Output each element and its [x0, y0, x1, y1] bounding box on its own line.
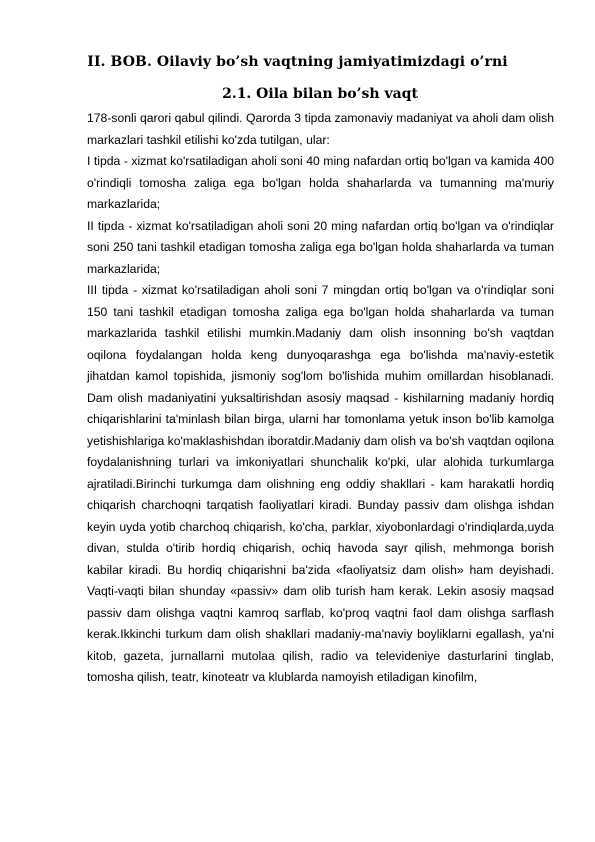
- paragraph: I tipda - xizmat ko'rsatiladigan aholi soni 40 ming nafardan ortiq bo'lgan va kamida 400 o'rindiqli tomosha zaliga ega bo'lgan holda shaharlarda va tumanning ma'muriy markazlarida;: [87, 154, 554, 211]
- paragraph: III tipda - xizmat ko'rsatiladigan aholi soni 7 mingdan ortiq bo'lgan va o'rindiqlar soni 150 tani tashkil etadigan tomosha zaliga ega bo'lgan holda shaharlarda va tuman markazlarida tashkil etilishi mumkin.Madaniy dam olish insonning bo'sh vaqtdan oqilona foydalangan holda keng dunyoqarashga ega bo'lishda ma'naviy-estetik jihatdan kamol topishida, jismoniy sog'lom bo'lishida muhim omillardan hisoblanadi. Dam olish madaniyatini yuksaltirishdan asosiy maqsad - kishilarning madaniy hordiq chiqarishlarini ta'minlash bilan birga, ularni har tomonlama yetuk inson bo'lib kamolga yetishishlariga ko'maklashishdan iboratdir.Madaniy dam olish va bo'sh vaqtdan oqilona foydalanishning turlari va imkoniyatlari shunchalik ko'pki, ular alohida turkumlarga ajratiladi.Birinchi turkumga dam olishning eng oddiy shakllari - kam harakatli hordiq chiqarish charchoqni tarqatish faoliyatlari kiradi. Bunday passiv dam olishga ishdan keyin uyda yotib charchoq chiqarish, ko'cha, parklar, xiyobonlardagi o'rindiqlarda,uyda divan, stulda o'tirib hordiq chiqarish, ochiq havoda sayr qilish, mehmonga borish kabilar kiradi. Bu hordiq chiqarishni ba'zida «faoliyatsiz dam olish» ham deyishadi. Vaqti-vaqti bilan shunday «passiv» dam olib turish ham kerak. Lekin asosiy maqsad passiv dam olishga vaqtni kamroq sarflab, ko'proq vaqtni faol dam olishga sarflash kerak.Ikkinchi turkum dam olish shakllari madaniy-ma'naviy boyliklarni egallash, ya'ni kitob, gazeta, jurnallarni mutolaa qilish, radio va televideniye dasturlarini tinglab, tomosha qilish, teatr, kinoteatr va klublarda namoyish etiladigan kinofilm,: [87, 283, 554, 684]
- chapter-title: II. BOB. Oilaviy bo’sh vaqtning jamiyatimizdagi o’rni: [87, 54, 508, 70]
- paragraph: 178-sonli qarori qabul qilindi. Qarorda 3 tipda zamonaviy madaniyat va aholi dam olish markazlari tashkil etilishi ko'zda tutilgan, ular:: [87, 111, 554, 147]
- section-title: 2.1. Oila bilan bo’sh vaqt: [222, 86, 418, 102]
- paragraph: II tipda - xizmat ko'rsatiladigan aholi soni 20 ming nafardan ortiq bo'lgan va o'rindiqlar soni 250 tani tashkil etadigan tomosha zaliga ega bo'lgan holda shaharlarda va tuman markazlarida;: [87, 218, 554, 276]
- body-text: [87, 108, 554, 689]
